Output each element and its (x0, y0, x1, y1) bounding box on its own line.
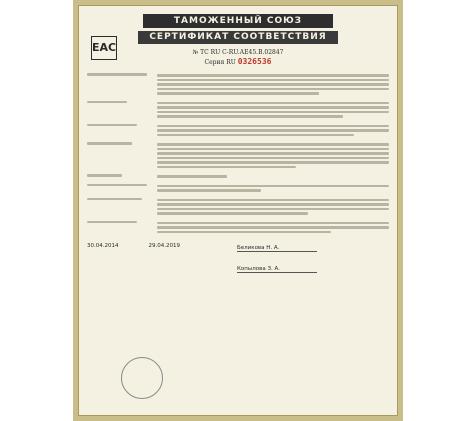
basis-block (87, 198, 389, 215)
block-text-placeholder (157, 184, 389, 192)
block-text-placeholder (157, 221, 389, 234)
certificate-sheet (73, 0, 403, 421)
series-label: Серия (204, 59, 225, 66)
registration-line (87, 49, 389, 57)
date-row (87, 243, 237, 249)
date-from: 30.04.2014 (87, 243, 119, 249)
block-label-placeholder (87, 221, 157, 234)
registration-prefix: № ТС (192, 49, 209, 56)
signatures (237, 243, 389, 273)
date-to: 29.04.2019 (148, 243, 180, 249)
requirements-block (87, 184, 389, 192)
validity-dates (87, 243, 237, 273)
series-line (87, 57, 389, 67)
certification-body-block (87, 73, 389, 95)
block-label-placeholder (87, 124, 157, 137)
block-text-placeholder (157, 101, 389, 118)
block-label-placeholder (87, 198, 157, 215)
series-code: RU (226, 59, 236, 66)
block-label-placeholder (87, 184, 157, 192)
signer-1-name: Беликова Н. А. (237, 245, 317, 252)
block-text-placeholder (157, 142, 389, 168)
seal-stamp-icon (121, 357, 163, 399)
hs-code-block (87, 174, 389, 178)
additional-info-block (87, 221, 389, 234)
manufacturer-block (87, 124, 389, 137)
product-block (87, 142, 389, 168)
customs-union-banner: ТАМОЖЕННЫЙ СОЮЗ (143, 14, 333, 28)
serial-number: 0326536 (237, 57, 272, 66)
signer-2-name: Копылова З. А. (237, 266, 317, 273)
applicant-block (87, 101, 389, 118)
certificate-title: СЕРТИФИКАТ СООТВЕТСТВИЯ (138, 31, 338, 44)
block-text-placeholder (157, 124, 389, 137)
block-label-placeholder (87, 174, 157, 178)
block-label-placeholder (87, 142, 157, 168)
block-label-placeholder (87, 73, 157, 95)
block-text-placeholder (157, 174, 389, 178)
eac-logo-icon: EAC (91, 36, 117, 60)
certificate-inner (87, 14, 389, 407)
block-label-placeholder (87, 101, 157, 118)
block-text-placeholder (157, 73, 389, 95)
signoff-area (87, 243, 389, 273)
block-text-placeholder (157, 198, 389, 215)
registration-number: RU C-RU.АЕ45.В.02847 (210, 49, 284, 56)
